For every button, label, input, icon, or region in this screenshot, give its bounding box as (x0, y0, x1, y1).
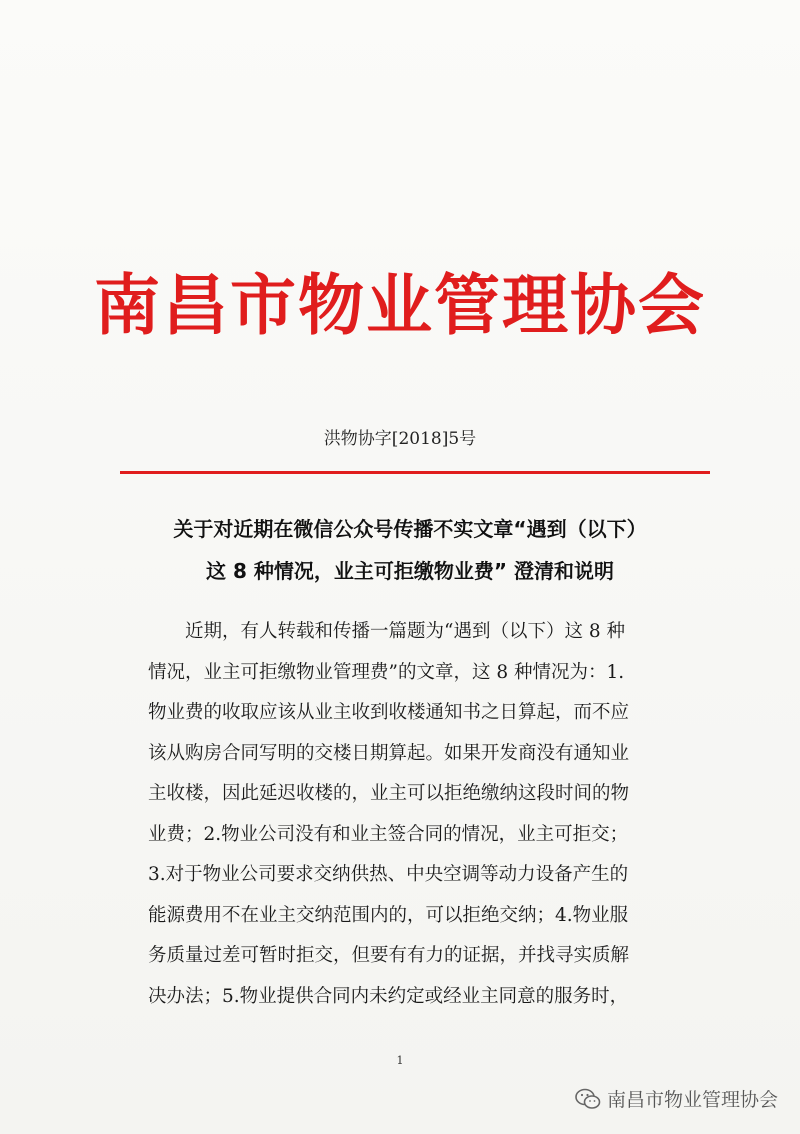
document-number: 洪物协字[2018]5号 (323, 429, 477, 449)
body-line: 物业费的收取应该从业主收到收楼通知书之日算起，而不应 (148, 702, 630, 723)
body-line: 近期，有人转载和传播一篇题为“遇到（以下）这 8 种 (148, 621, 625, 642)
body-line: 情况，业主可拒缴物业管理费”的文章，这 8 种情况为：1. (148, 661, 625, 683)
document-title (100, 508, 720, 592)
body-line: 决办法；5.物业提供合同内未约定或经业主同意的服务时， (148, 985, 629, 1007)
document-body (148, 612, 682, 1017)
body-line: 主收楼，因此延迟收楼的，业主可以拒绝缴纳这段时间的物 (148, 783, 630, 804)
masthead-title: 南昌市物业管理协会 (94, 266, 706, 344)
title-line: 这 8 种情况，业主可拒缴物业费” 澄清和说明 (206, 559, 614, 583)
body-line: 该从购房合同写明的交楼日期算起。如果开发商没有通知业 (148, 742, 630, 764)
page-number: 1 (396, 1054, 404, 1067)
body-line: 能源费用不在业主交纳范围内的，可以拒绝交纳；4.物业服 (148, 904, 629, 926)
title-line: 关于对近期在微信公众号传播不实文章“遇到（以下） (173, 517, 647, 541)
wechat-icon (575, 1088, 601, 1110)
watermark-text: 南昌市物业管理协会 (606, 1089, 778, 1111)
wechat-watermark (575, 1085, 778, 1112)
red-divider (120, 471, 710, 474)
body-line: 业费；2.物业公司没有和业主签合同的情况，业主可拒交； (148, 823, 629, 845)
body-line: 3.对于物业公司要求交纳供热、中央空调等动力设备产生的 (148, 864, 629, 885)
body-line: 务质量过差可暂时拒交，但要有有力的证据，并找寻实质解 (148, 945, 630, 966)
